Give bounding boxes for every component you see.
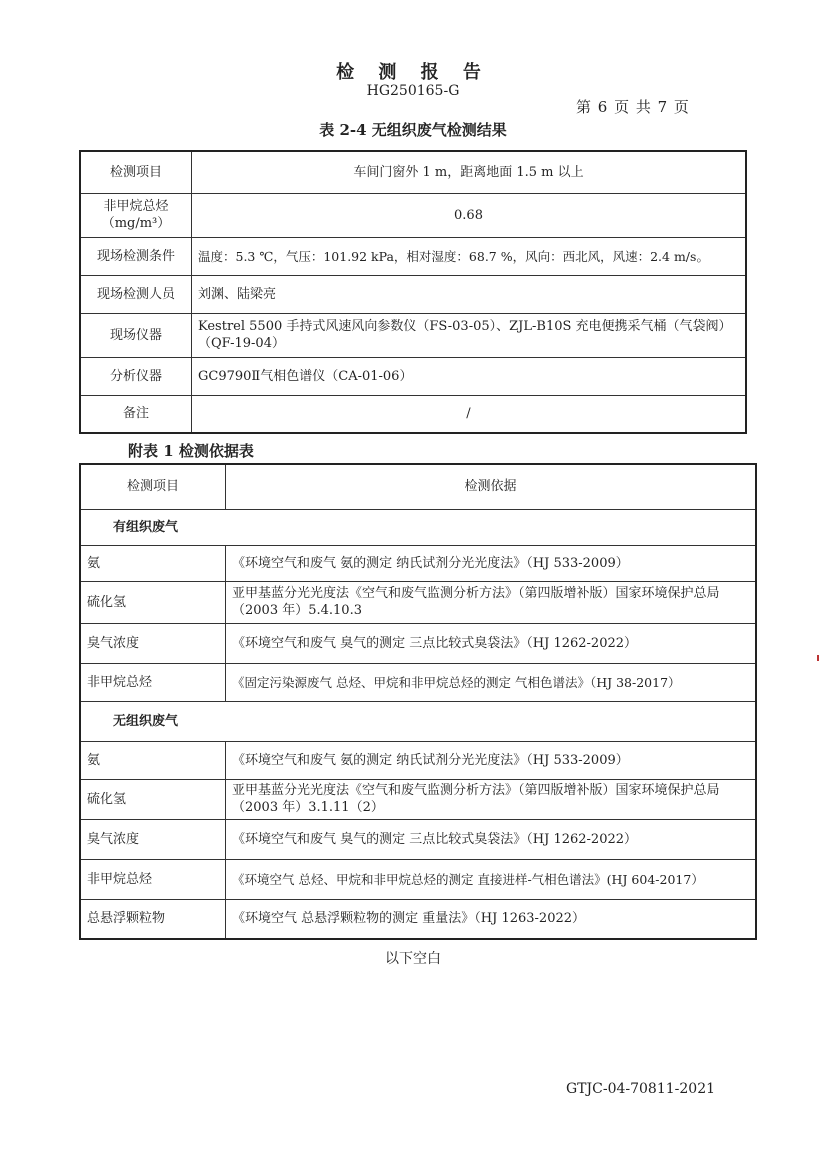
basis-cell: 《固定污染源废气 总烃、甲烷和非甲烷总烃的测定 气相色谱法》（HJ 38-2017） — [226, 663, 757, 701]
blank-below-note: 以下空白 — [385, 951, 441, 967]
page-info: 第 6 页 共 7 页 — [576, 98, 690, 116]
column-header-item: 检测项目 — [80, 464, 226, 509]
table-row — [80, 663, 756, 701]
table-row — [80, 357, 746, 395]
basis-cell: 亚甲基蓝分光光度法《空气和废气监测分析方法》（第四版增补版）国家环境保护总局（2003 年）5.4.10.3 — [226, 581, 757, 623]
item-cell: 硫化氢 — [80, 581, 226, 623]
section-row — [80, 509, 756, 545]
row-value: 刘渊、陆梁亮 — [192, 275, 747, 313]
item-cell: 臭气浓度 — [80, 623, 226, 663]
basis-cell: 亚甲基蓝分光光度法《空气和废气监测分析方法》（第四版增补版）国家环境保护总局（2003 年）3.1.11（2） — [226, 779, 757, 819]
row-value: Kestrel 5500 手持式风速风向参数仪（FS-03-05）、ZJL-B10S 充电便携采气桶（气袋阀）（QF-19-04） — [192, 313, 747, 357]
table-row — [80, 275, 746, 313]
table-row — [80, 581, 756, 623]
row-label — [80, 193, 192, 237]
table-row — [80, 151, 746, 193]
basis-cell: 《环境空气 总烃、甲烷和非甲烷总烃的测定 直接进样-气相色谱法》(HJ 604-2017） — [226, 859, 757, 899]
item-cell: 总悬浮颗粒物 — [80, 899, 226, 939]
row-value: GC9790Ⅱ气相色谱仪（CA-01-06） — [192, 357, 747, 395]
results-table — [79, 150, 747, 434]
row-value: / — [192, 395, 747, 433]
table-row — [80, 779, 756, 819]
row-value: 0.68 — [192, 193, 747, 237]
row-label: 现场检测条件 — [80, 237, 192, 275]
item-cell: 非甲烷总烃 — [80, 663, 226, 701]
row-label: 分析仪器 — [80, 357, 192, 395]
basis-table — [79, 463, 757, 940]
basis-cell: 《环境空气和废气 臭气的测定 三点比较式臭袋法》（HJ 1262-2022） — [226, 623, 757, 663]
section-title: 有组织废气 — [80, 509, 756, 545]
item-cell: 氨 — [80, 545, 226, 581]
item-cell: 臭气浓度 — [80, 819, 226, 859]
row-value: 温度：5.3 ℃，气压：101.92 kPa，相对湿度：68.7 %，风向：西北风，风速：2.4 m/s。 — [192, 237, 747, 275]
row-value: 车间门窗外 1 m，距离地面 1.5 m 以上 — [192, 151, 747, 193]
table-row — [80, 193, 746, 237]
table-row — [80, 395, 746, 433]
item-cell: 硫化氢 — [80, 779, 226, 819]
report-number: HG250165-G — [366, 83, 460, 99]
section-title: 无组织废气 — [80, 701, 756, 741]
table-row — [80, 313, 746, 357]
report-title: 检 测 报 告 — [336, 62, 490, 83]
basis-cell: 《环境空气 总悬浮颗粒物的测定 重量法》（HJ 1263-2022） — [226, 899, 757, 939]
row-label: 现场仪器 — [80, 313, 192, 357]
row-label: 备注 — [80, 395, 192, 433]
table-row — [80, 819, 756, 859]
item-cell: 非甲烷总烃 — [80, 859, 226, 899]
table-header-row — [80, 464, 756, 509]
table-row — [80, 623, 756, 663]
row-label: 现场检测人员 — [80, 275, 192, 313]
row-label: 检测项目 — [80, 151, 192, 193]
scan-speck — [817, 655, 819, 661]
table-2-4-caption: 表 2-4 无组织废气检测结果 — [319, 121, 507, 139]
row-label-name: 非甲烷总烃 — [103, 199, 169, 214]
column-header-basis: 检测依据 — [226, 464, 757, 509]
row-label-unit: （mg/m³） — [101, 216, 171, 231]
basis-cell: 《环境空气和废气 臭气的测定 三点比较式臭袋法》（HJ 1262-2022） — [226, 819, 757, 859]
document-number: GTJC-04-70811-2021 — [566, 1081, 716, 1097]
item-cell: 氨 — [80, 741, 226, 779]
table-row — [80, 545, 756, 581]
table-row — [80, 859, 756, 899]
basis-cell: 《环境空气和废气 氨的测定 纳氏试剂分光光度法》（HJ 533-2009） — [226, 741, 757, 779]
table-row — [80, 237, 746, 275]
table-row — [80, 899, 756, 939]
section-row — [80, 701, 756, 741]
basis-cell: 《环境空气和废气 氨的测定 纳氏试剂分光光度法》（HJ 533-2009） — [226, 545, 757, 581]
appendix-1-caption: 附表 1 检测依据表 — [128, 442, 254, 460]
table-row — [80, 741, 756, 779]
